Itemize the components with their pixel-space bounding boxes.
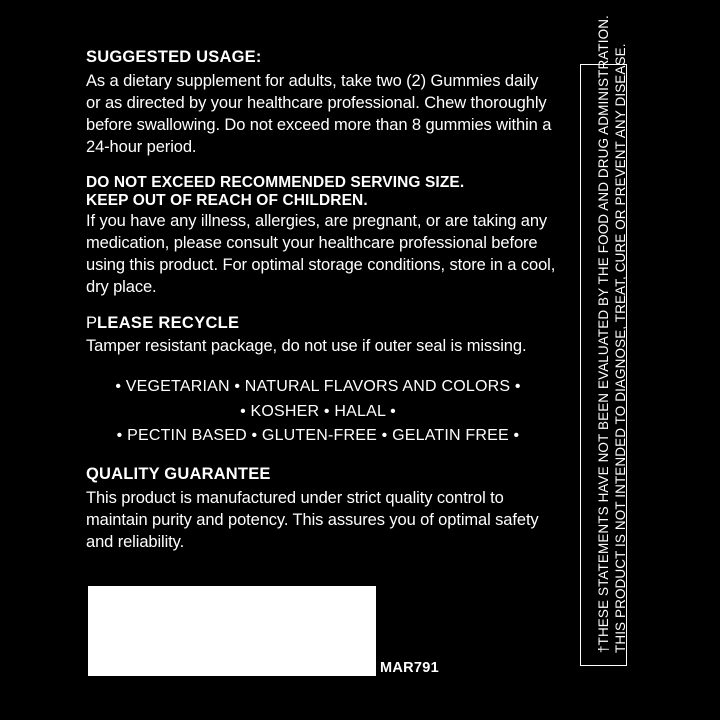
fda-disclaimer-line-1: †THESE STATEMENTS HAVE NOT BEEN EVALUATED BY THE FOOD AND DRUG ADMINISTRATION.	[596, 15, 611, 653]
recycle-heading-cap: P	[86, 314, 98, 333]
recycle-section	[86, 314, 556, 358]
suggested-usage-section	[86, 48, 556, 159]
suggested-usage-heading: SUGGESTED USAGE:	[86, 48, 262, 66]
fda-disclaimer-line-2: THIS PRODUCT IS NOT INTENDED TO DIAGNOSE, TREAT, CURE OR PREVENT ANY DISEASE.	[613, 43, 628, 653]
warning-serving-size: DO NOT EXCEED RECOMMENDED SERVING SIZE.	[86, 173, 465, 191]
list-item: • VEGETARIAN • NATURAL FLAVORS AND COLORS •	[115, 377, 521, 395]
recycle-text: Tamper resistant package, do not use if outer seal is missing.	[86, 336, 527, 355]
warnings-text: If you have any illness, allergies, are pregnant, or are taking any medication, please consult your healthcare professional before using this product. For optimal storage conditions, store in a cool, dry place.	[86, 212, 556, 297]
recycle-heading-rest: LEASE RECYCLE	[97, 314, 240, 333]
barcode-number: MAR791	[380, 660, 440, 676]
quality-guarantee-heading: QUALITY GUARANTEE	[86, 465, 271, 484]
list-item: • KOSHER • HALAL •	[240, 402, 396, 420]
fda-disclaimer-box	[580, 15, 628, 666]
label-text-column	[86, 48, 556, 569]
recycle-heading	[86, 314, 556, 334]
product-attributes-list	[86, 375, 556, 449]
list-item: • PECTIN BASED • GLUTEN-FREE • GELATIN FREE •	[116, 427, 520, 445]
suggested-usage-text: As a dietary supplement for adults, take two (2) Gummies daily or as directed by your healthcare professional. Chew thoroughly before swallowing. Do not exceed more than 8 gummies within a 24-hour period.	[86, 71, 552, 156]
quality-guarantee-text: This product is manufactured under strict quality control to maintain purity and potency. This assures you of optimal safety and reliability.	[86, 489, 539, 551]
warning-keep-out-of-reach: KEEP OUT OF REACH OF CHILDREN.	[86, 192, 368, 210]
barcode-placeholder	[88, 586, 376, 676]
warnings-section	[86, 174, 556, 300]
fda-disclaimer-inner	[581, 15, 628, 667]
quality-guarantee-section	[86, 465, 556, 554]
